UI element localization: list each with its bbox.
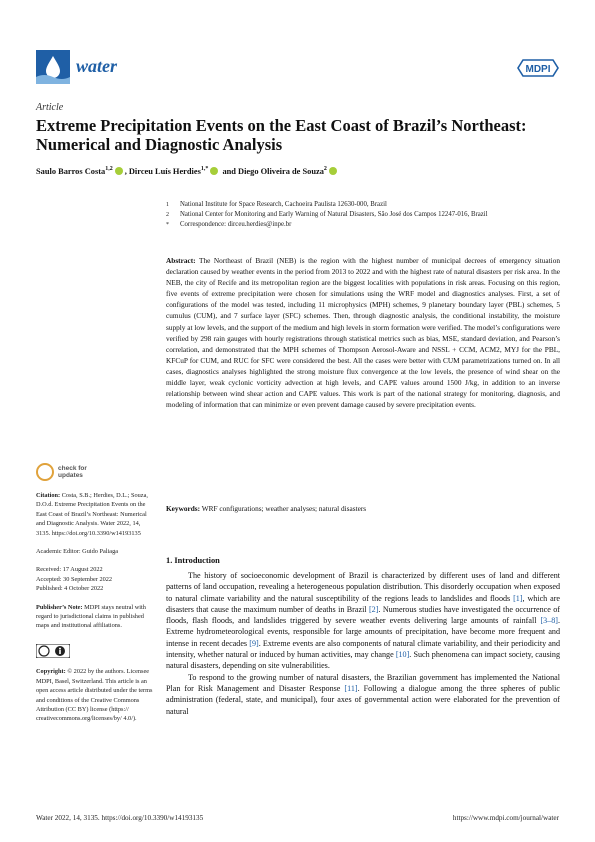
reference-link[interactable]: [2] xyxy=(368,604,379,614)
orcid-icon[interactable] xyxy=(210,167,218,175)
academic-editor: Academic Editor: Guido Paliaga xyxy=(36,548,119,556)
keywords xyxy=(166,503,560,514)
publisher-note: Publisher’s Note: MDPI stays neutral with regard to jurisdictional claims in published maps and institutional affiliations. xyxy=(36,603,146,630)
author-list: Saulo Barros Costa$^{1,2}$ , Dirceu Luís Herdies$^{1,*}$ and Diego Oliveira de Souza$^2$ xyxy=(36,166,556,176)
abstract-text: The Northeast of Brazil (NEB) is the region with the highest number of municipal decrees of emergency situation declaration caused by weather events in the period from 2013 to 2022 and with the highest rate of natural disasters per risk area. In the NEB, the city of Recife and its metropolitan region are the biggest localities with populations in risk areas. Focusing on this region, five events of extreme precipitation were chosen for simulations using the WRF model and diagnostics analyses. First, a set of configurations of the model was tested, including 11 microphysics (MPH) schemes, 9 planetary boundary layer (PBL) schemes, 5 cumulus (CUM), and 7 surface layer (SFC) schemes. Then, through diagnostic analysis, the conditional instability, the moisture supply at low levels, and the support of the medium and high levels in storm formation were verified. The model’s configurations were verified by 298 rain gauges with hourly registrations through statistical metrics such as bias, MSE, standard deviation, and Pearson’s correlation, and demonstrated that the MPH schemes of Thompson Aerosol-Aware and NSSL + CCM, ACM2, MYJ for the PBL, KFCuP for CUM, and RUC for SFC were considered the best. All the cases were better with CUM parametrizations turned on. In all cases, diagnostics analyses highlighted the strong moisture flux convergence at the low levels, the presence of wind shear on the middle layer, weak cyclonic vorticity advection at high levels, and CAPE values around 1500 J/kg, in addition to an inverse relationship between wind shear action and CAPE values. This work is part of the national strategy for monitoring, diagnosis, and modeling of information that can minimize or even prevent damage caused by severe precipitation events. xyxy=(166,256,561,410)
author-affiliation-mark: 1,2 xyxy=(105,166,113,172)
citation: Citation: Costa, S.B.; Herdies, D.L.; Souza, D.O.d. Extreme Precipitation Events on the East Coast of Brazil’s Northeast: Numerical and Diagnostic Analysis. Water 2022, 14, 3135. https://doi.org/10.3390/w14193135 xyxy=(36,492,148,537)
date-accepted: Accepted: 30 September 2022 xyxy=(36,575,113,583)
author-affiliation-mark: 1,* xyxy=(200,166,209,172)
orcid-icon[interactable] xyxy=(115,167,123,175)
author-name[interactable]: Dirceu Luís Herdies xyxy=(128,166,201,176)
reference-link[interactable]: [3–8] xyxy=(540,616,558,626)
paragraph: The history of socioeconomic development of Brazil is characterized by different uses of land and different patterns of land occupation, revealing a heterogeneous population distribution. This disorderly occupation when exposed to natural climate variability and the natural susceptibility of the regions leads to landslides and floods [1], which are disasters that cause the maximum number of deaths in Brazil [2]. Numerous studies have investigated the occurrence of floods, flash floods, and landslides triggered by severe weather events delivering large amounts of rainfall [3–8]. Extreme hydrometeorological events, responsible for large amounts of precipitation, have become more frequent and intense in recent decades [9]. Extreme events are also components of natural climate variability, and their periodicity and intensity, whether natural or induced by human activities, may change [10]. Such phenomena can impact society, causing natural disasters, depending on site vulnerabilities. xyxy=(166,571,561,671)
reference-link[interactable]: [9] xyxy=(249,638,259,648)
affiliations xyxy=(166,200,556,231)
keywords-label: Keywords: xyxy=(166,504,201,513)
reference-link[interactable]: [10] xyxy=(395,650,410,660)
check-for-updates-button[interactable]: check for updates xyxy=(36,463,96,483)
check-updates-icon xyxy=(36,463,54,481)
journal-name: water xyxy=(76,56,118,76)
page-title: Extreme Precipitation Events on the East Coast of Brazil’s Northeast: Numerical and Diagnostic Analysis xyxy=(36,116,527,154)
author-name[interactable]: Saulo Barros Costa xyxy=(36,166,106,176)
reference-link[interactable]: [11] xyxy=(344,683,358,693)
author-affiliation-mark: 2 xyxy=(323,166,327,172)
date-published: Published: 4 October 2022 xyxy=(36,585,104,593)
section-heading: 1. Introduction xyxy=(166,556,220,565)
footer-journal-link[interactable]: https://www.mdpi.com/journal/water xyxy=(452,814,559,822)
keywords-text: WRF configurations; weather analyses; natural disasters xyxy=(201,504,367,513)
journal-logo-icon xyxy=(36,50,70,84)
footer-citation[interactable]: Water 2022, 14, 3135. https://doi.org/10.3390/w14193135 xyxy=(36,814,204,822)
dates xyxy=(36,565,156,593)
section-body xyxy=(166,570,560,717)
abstract xyxy=(166,255,560,410)
date-received: Received: 17 August 2022 xyxy=(36,566,103,574)
copyright: Copyright: © 2022 by the authors. Licensee MDPI, Basel, Switzerland. This article is an open access article distributed under the terms and conditions of the Creative Commons Attribution (CC BY) license (https:// creativecommons.org/licenses/by/ 4.0/). xyxy=(36,668,153,723)
author-name[interactable]: Diego Oliveira de Souza xyxy=(238,166,324,176)
reference-link[interactable]: [1] xyxy=(513,593,523,603)
article-type: Article xyxy=(36,102,64,113)
affiliation-item: 1 National Institute for Space Research, Cachoeira Paulista 12630-000, Brazil xyxy=(166,201,387,208)
publisher-name: MDPI xyxy=(525,64,551,75)
paragraph: To respond to the growing number of natural disasters, the Brazilian government has implemented the National Plan for Risk Management and Disaster Response [11]. Following a dialogue among the three spheres of public administration (federal, state, and municipal), four axes of governmental action were elaborated for the prevention of natural xyxy=(166,672,560,716)
orcid-icon[interactable] xyxy=(329,167,337,175)
affiliation-item: 2 National Center for Monitoring and Early Warning of Natural Disasters, São José dos Campos 12247-016, Brazil xyxy=(166,211,488,219)
article-sidebar xyxy=(36,491,156,733)
correspondence: * Correspondence: dirceu.herdies@inpe.br xyxy=(166,221,292,229)
publisher-logo-icon xyxy=(517,58,559,78)
cc-by-license-icon[interactable] xyxy=(36,644,70,658)
abstract-label: Abstract: xyxy=(166,256,196,265)
